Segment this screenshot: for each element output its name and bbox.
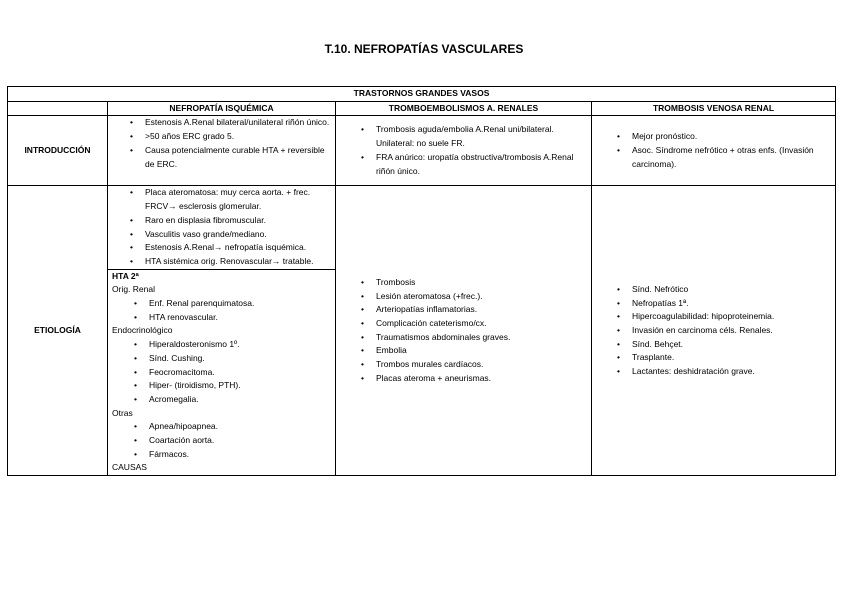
list-item: • Mejor pronóstico.: [592, 130, 835, 144]
list-item: • Vasculitis vaso grande/mediano.: [108, 228, 335, 242]
list-item: • Fármacos.: [112, 448, 335, 462]
intro-venosa-cell: [592, 116, 836, 186]
hta-secundaria-section: [108, 269, 335, 476]
endo-label: Endocrinológico: [112, 325, 173, 336]
list-item: • Causa potencialmente curable HTA + reversible de ERC.: [108, 144, 335, 171]
list-item: • Placa ateromatosa: muy cerca aorta. + frec. FRCV→ esclerosis glomerular.: [108, 186, 335, 213]
hta-heading: HTA 2ª: [112, 270, 139, 281]
list-item: • Trombos murales cardíacos.: [336, 358, 591, 372]
list-item: • Coartación aorta.: [112, 434, 335, 448]
list-item: • Trombosis aguda/embolia A.Renal uni/bilateral. Unilateral: no suele FR.: [336, 123, 591, 150]
list-item: • Sínd. Nefrótico: [592, 283, 835, 297]
list-item: • Raro en displasia fibromuscular.: [108, 214, 335, 228]
causas-footer: CAUSAS: [112, 462, 147, 473]
list-item: • Arteriopatías inflamatorias.: [336, 303, 591, 317]
vascular-nephropathy-table: [7, 86, 836, 476]
list-item: • Estenosis A.Renal bilateral/unilateral riñón único.: [108, 116, 335, 130]
list-item: • Nefropatías 1ª.: [592, 297, 835, 311]
list-item: • Enf. Renal parenquimatosa.: [112, 297, 335, 311]
col-header-tromboembolismos: TROMBOEMBOLISMOS A. RENALES: [336, 101, 592, 116]
list-item: • Acromegalia.: [112, 393, 335, 407]
list-item: • Sínd. Cushing.: [112, 352, 335, 366]
row-label-etiologia: ETIOLOGÍA: [8, 186, 108, 476]
etio-trombo-cell: [336, 186, 592, 476]
list-item: • >50 años ERC grado 5.: [108, 130, 335, 144]
page-title: T.10. NEFROPATÍAS VASCULARES: [324, 42, 524, 56]
list-item: • FRA anúrico: uropatía obstructiva/trombosis A.Renal riñón único.: [336, 151, 591, 178]
list-item: • Placas ateroma + aneurismas.: [336, 372, 591, 386]
list-item: • Trombosis: [336, 276, 591, 290]
list-item: • Lesión ateromatosa (+frec.).: [336, 290, 591, 304]
etio-isquemica-cell: [108, 186, 336, 476]
list-item: • Hiper- (tiroidismo, PTH).: [112, 379, 335, 393]
etio-isquemica-list: [108, 186, 335, 268]
list-item: • Hipercoagulabilidad: hipoproteinemia.: [592, 310, 835, 324]
list-item: • Sínd. Behçet.: [592, 338, 835, 352]
list-item: • Lactantes: deshidratación grave.: [592, 365, 835, 379]
list-item: • Asoc. Síndrome nefrótico + otras enfs. (Invasión carcinoma).: [592, 144, 835, 171]
row-label-introduccion: INTRODUCCIÓN: [8, 116, 108, 186]
col-header-isquemica: NEFROPATÍA ISQUÉMICA: [108, 101, 336, 116]
section-header: TRASTORNOS GRANDES VASOS: [8, 87, 836, 102]
list-item: • Estenosis A.Renal→ nefropatía isquémica.: [108, 241, 335, 255]
list-item: • Traumatismos abdominales graves.: [336, 331, 591, 345]
list-item: • Trasplante.: [592, 351, 835, 365]
list-item: • Apnea/hipoapnea.: [112, 420, 335, 434]
intro-isquemica-cell: [108, 116, 336, 186]
intro-trombo-cell: [336, 116, 592, 186]
corner-cell: [8, 101, 108, 116]
list-item: • Hiperaldosteronismo 1º.: [112, 338, 335, 352]
list-item: • HTA renovascular.: [112, 311, 335, 325]
renal-label: Orig. Renal: [112, 284, 155, 295]
list-item: • Feocromacitoma.: [112, 366, 335, 380]
list-item: • Invasión en carcinoma céls. Renales.: [592, 324, 835, 338]
list-item: • Embolia: [336, 344, 591, 358]
etio-venosa-cell: [592, 186, 836, 476]
list-item: • Complicación cateterismo/cx.: [336, 317, 591, 331]
col-header-trombosis-venosa: TROMBOSIS VENOSA RENAL: [592, 101, 836, 116]
list-item: • HTA sistémica orig. Renovascular→ tratable.: [108, 255, 335, 269]
otras-label: Otras: [112, 407, 133, 418]
